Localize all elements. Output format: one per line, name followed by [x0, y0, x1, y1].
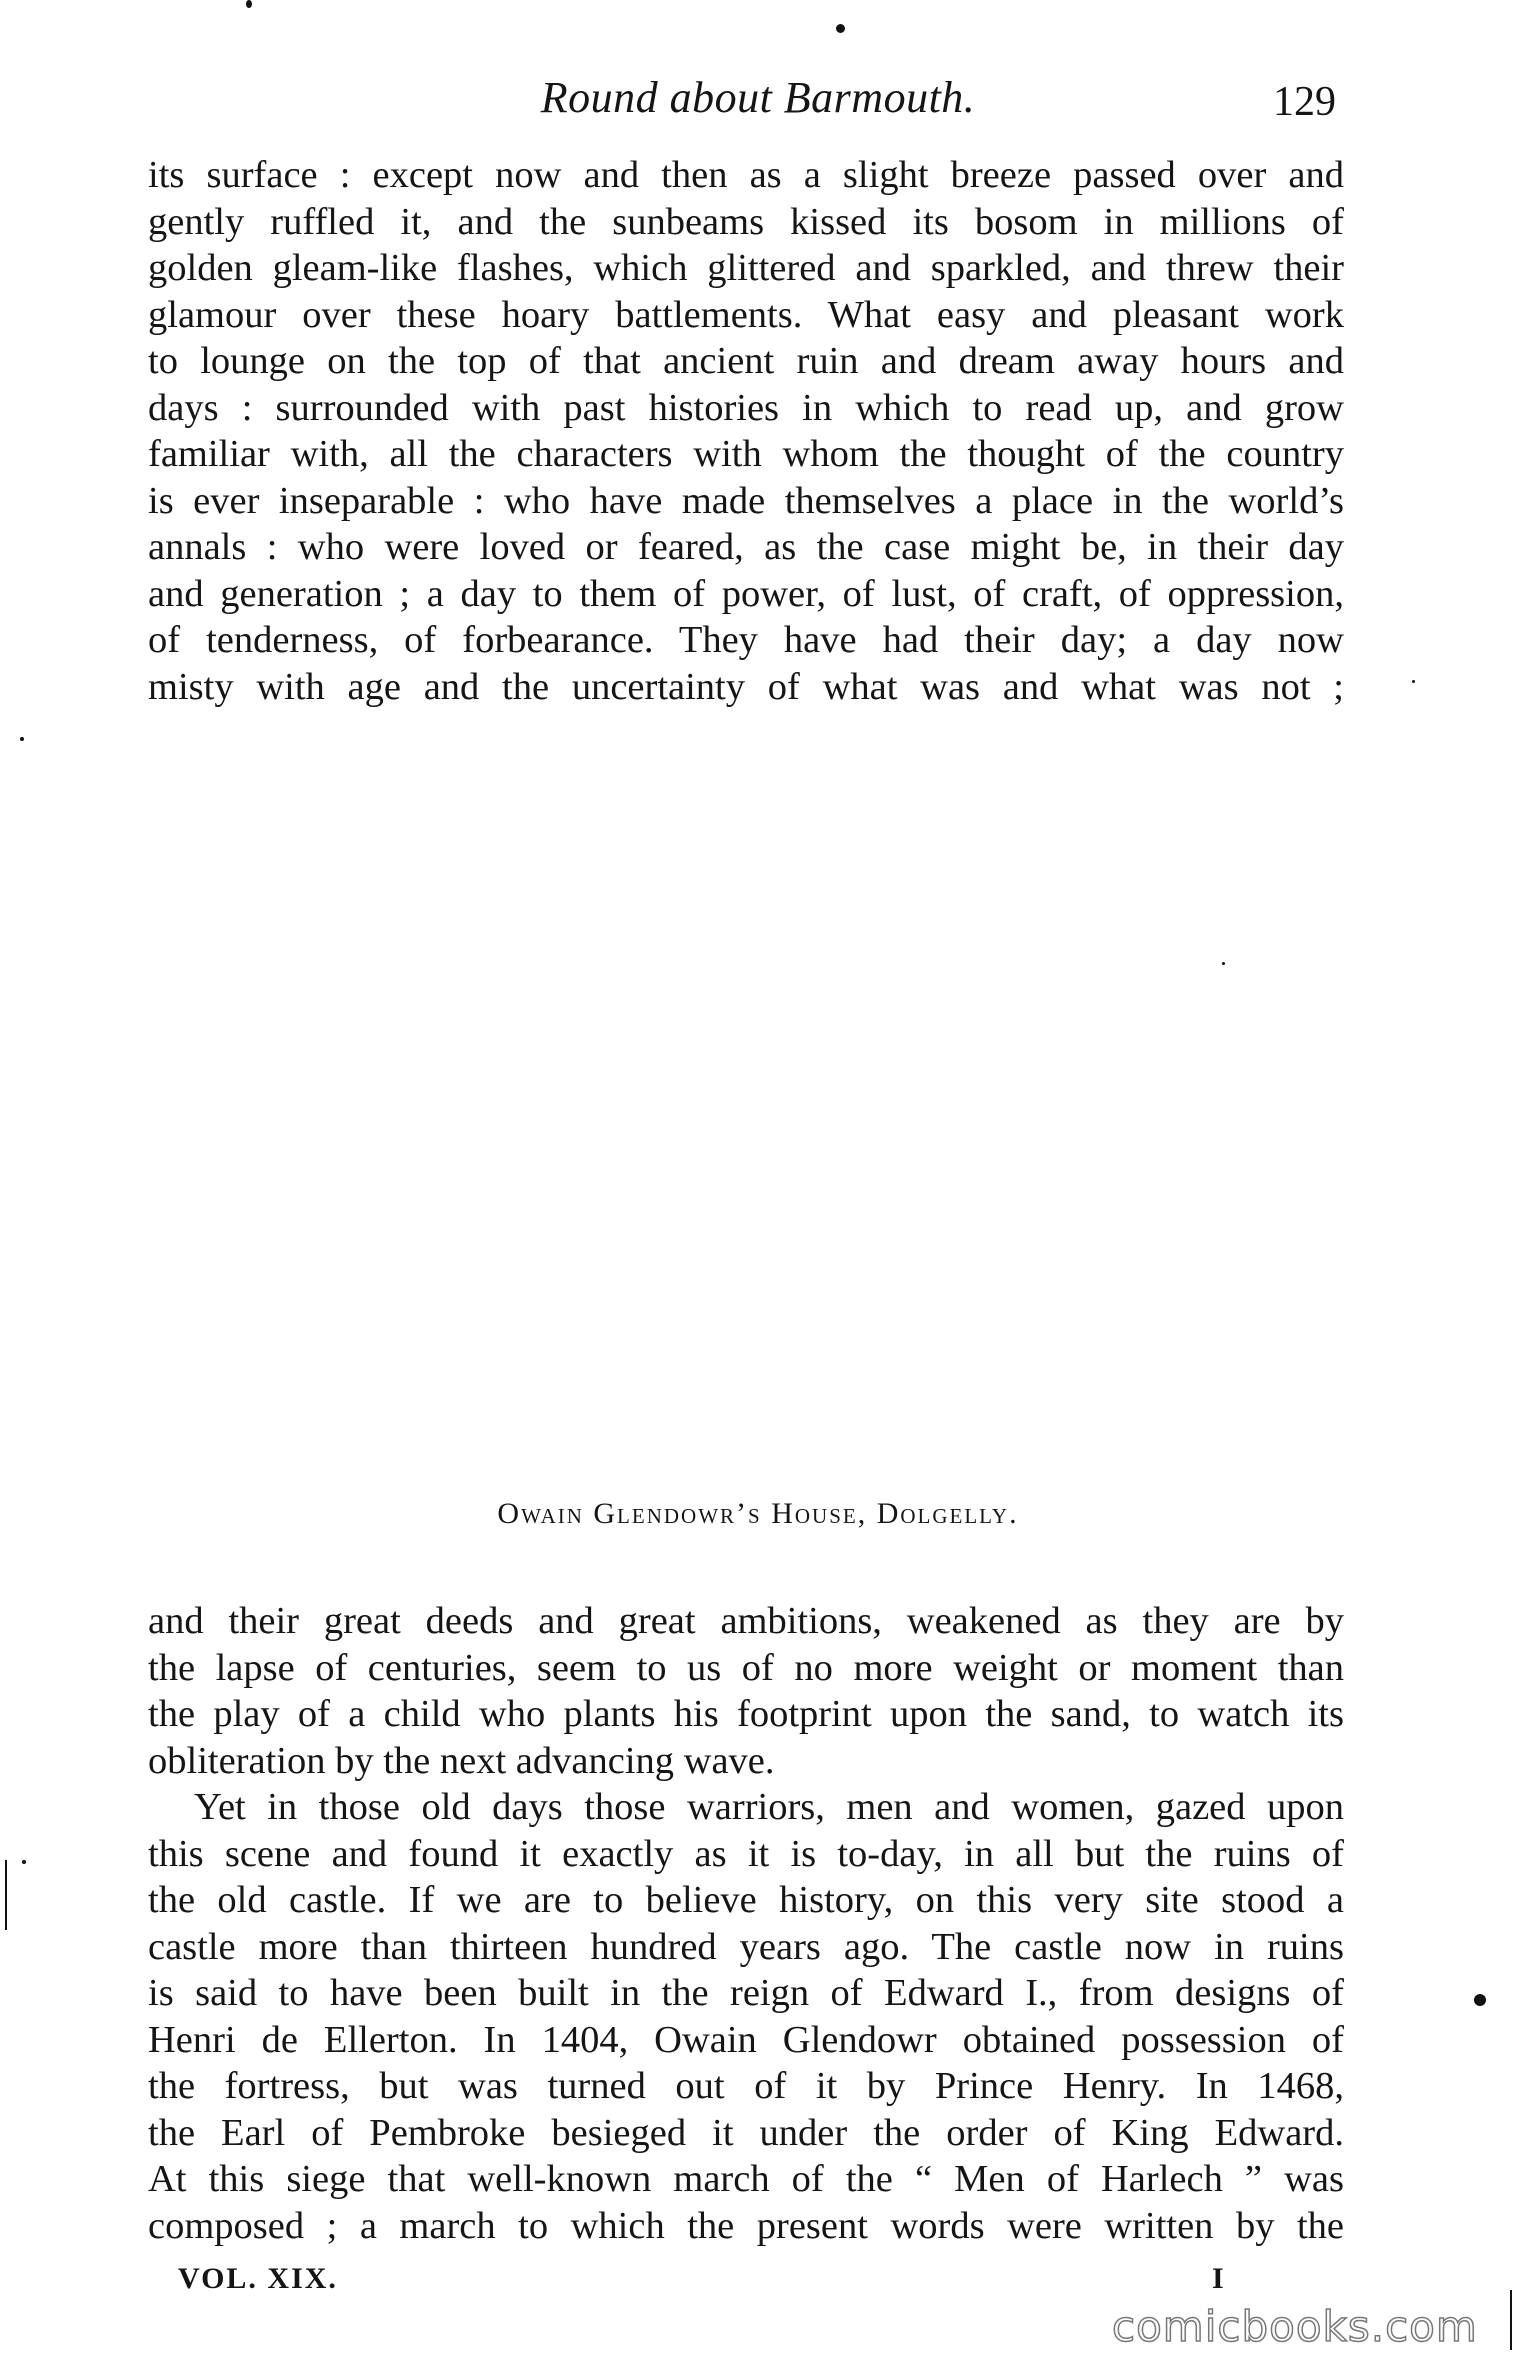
text-line: the lapse of centuries, seem to us of no more weight or moment than — [148, 1646, 1344, 1689]
text-line: to lounge on the top of that ancient ruin and dream away hours and — [148, 340, 1344, 382]
scan-speck — [836, 24, 845, 33]
watermark: comicbooks.com — [1112, 2302, 1478, 2351]
text-line: Henri de Ellerton. In 1404, Owain Glendowr obtained possession of — [148, 2018, 1344, 2061]
text-line: the old castle. If we are to believe history, on this very site stood a — [148, 1879, 1344, 1921]
scan-speck — [1222, 962, 1225, 965]
running-title: Round about Barmouth. — [540, 73, 976, 122]
text-line: obliteration by the next advancing wave. — [148, 1739, 775, 1782]
scan-speck — [5, 1860, 7, 1930]
text-line: and generation ; a day to them of power, of lust, of craft, of oppression, — [148, 572, 1344, 615]
text-line: the fortress, but was turned out of it by Prince Henry. In 1468, — [148, 2065, 1344, 2107]
text-line: days : surrounded with past histories in which to read up, and grow — [148, 386, 1344, 429]
paragraph-2 — [148, 1598, 1344, 1784]
text-line: misty with age and the uncertainty of what was and what was not ; — [148, 665, 1344, 708]
scan-speck — [1510, 2290, 1512, 2350]
text-line: glamour over these hoary battlements. What easy and pleasant work — [148, 293, 1344, 336]
text-line: composed ; a march to which the present words were written by the — [148, 2204, 1344, 2247]
page-number: 129 — [1273, 79, 1336, 125]
text-line: is ever inseparable : who have made themselves a place in the world’s — [148, 479, 1344, 522]
text-line: this scene and found it exactly as it is to-day, in all but the ruins of — [148, 1832, 1344, 1875]
text-line: golden gleam-like flashes, which glittered and sparkled, and threw their — [148, 247, 1344, 289]
gathering-signature: I — [1212, 2262, 1224, 2295]
volume-signature: VOL. XIX. — [178, 2262, 338, 2295]
text-line: gently ruffled it, and the sunbeams kissed its bosom in millions of — [148, 200, 1344, 243]
paragraph-3 — [148, 1784, 1344, 2249]
scan-speck — [246, 0, 252, 8]
text-line: Yet in those old days those warriors, men and women, gazed upon — [194, 1786, 1344, 1828]
text-line: castle more than thirteen hundred years ago. The castle now in ruins — [148, 1925, 1344, 1968]
illustration-caption: Owain Glendowr’s House, Dolgelly. — [497, 1497, 1019, 1530]
text-line: the play of a child who plants his footprint upon the sand, to watch its — [148, 1693, 1344, 1735]
text-line: the Earl of Pembroke besieged it under the order of King Edward. — [148, 2111, 1344, 2154]
paragraph-1 — [148, 152, 1344, 710]
text-line: annals : who were loved or feared, as the case might be, in their day — [148, 526, 1344, 568]
scan-speck — [1412, 680, 1415, 683]
scan-speck — [1474, 1994, 1486, 2006]
text-line: At this siege that well-known march of the “ Men of Harlech ” was — [148, 2158, 1344, 2200]
text-line: and their great deeds and great ambitions, weakened as they are by — [148, 1600, 1344, 1642]
text-line: of tenderness, of forbearance. They have had their day; a day now — [148, 619, 1344, 661]
text-line: is said to have been built in the reign of Edward I., from designs of — [148, 1972, 1344, 2014]
text-line: familiar with, all the characters with whom the thought of the country — [148, 433, 1344, 475]
text-line: its surface : except now and then as a slight breeze passed over and — [148, 154, 1344, 196]
scan-speck — [22, 1860, 26, 1864]
scan-speck — [20, 737, 24, 741]
